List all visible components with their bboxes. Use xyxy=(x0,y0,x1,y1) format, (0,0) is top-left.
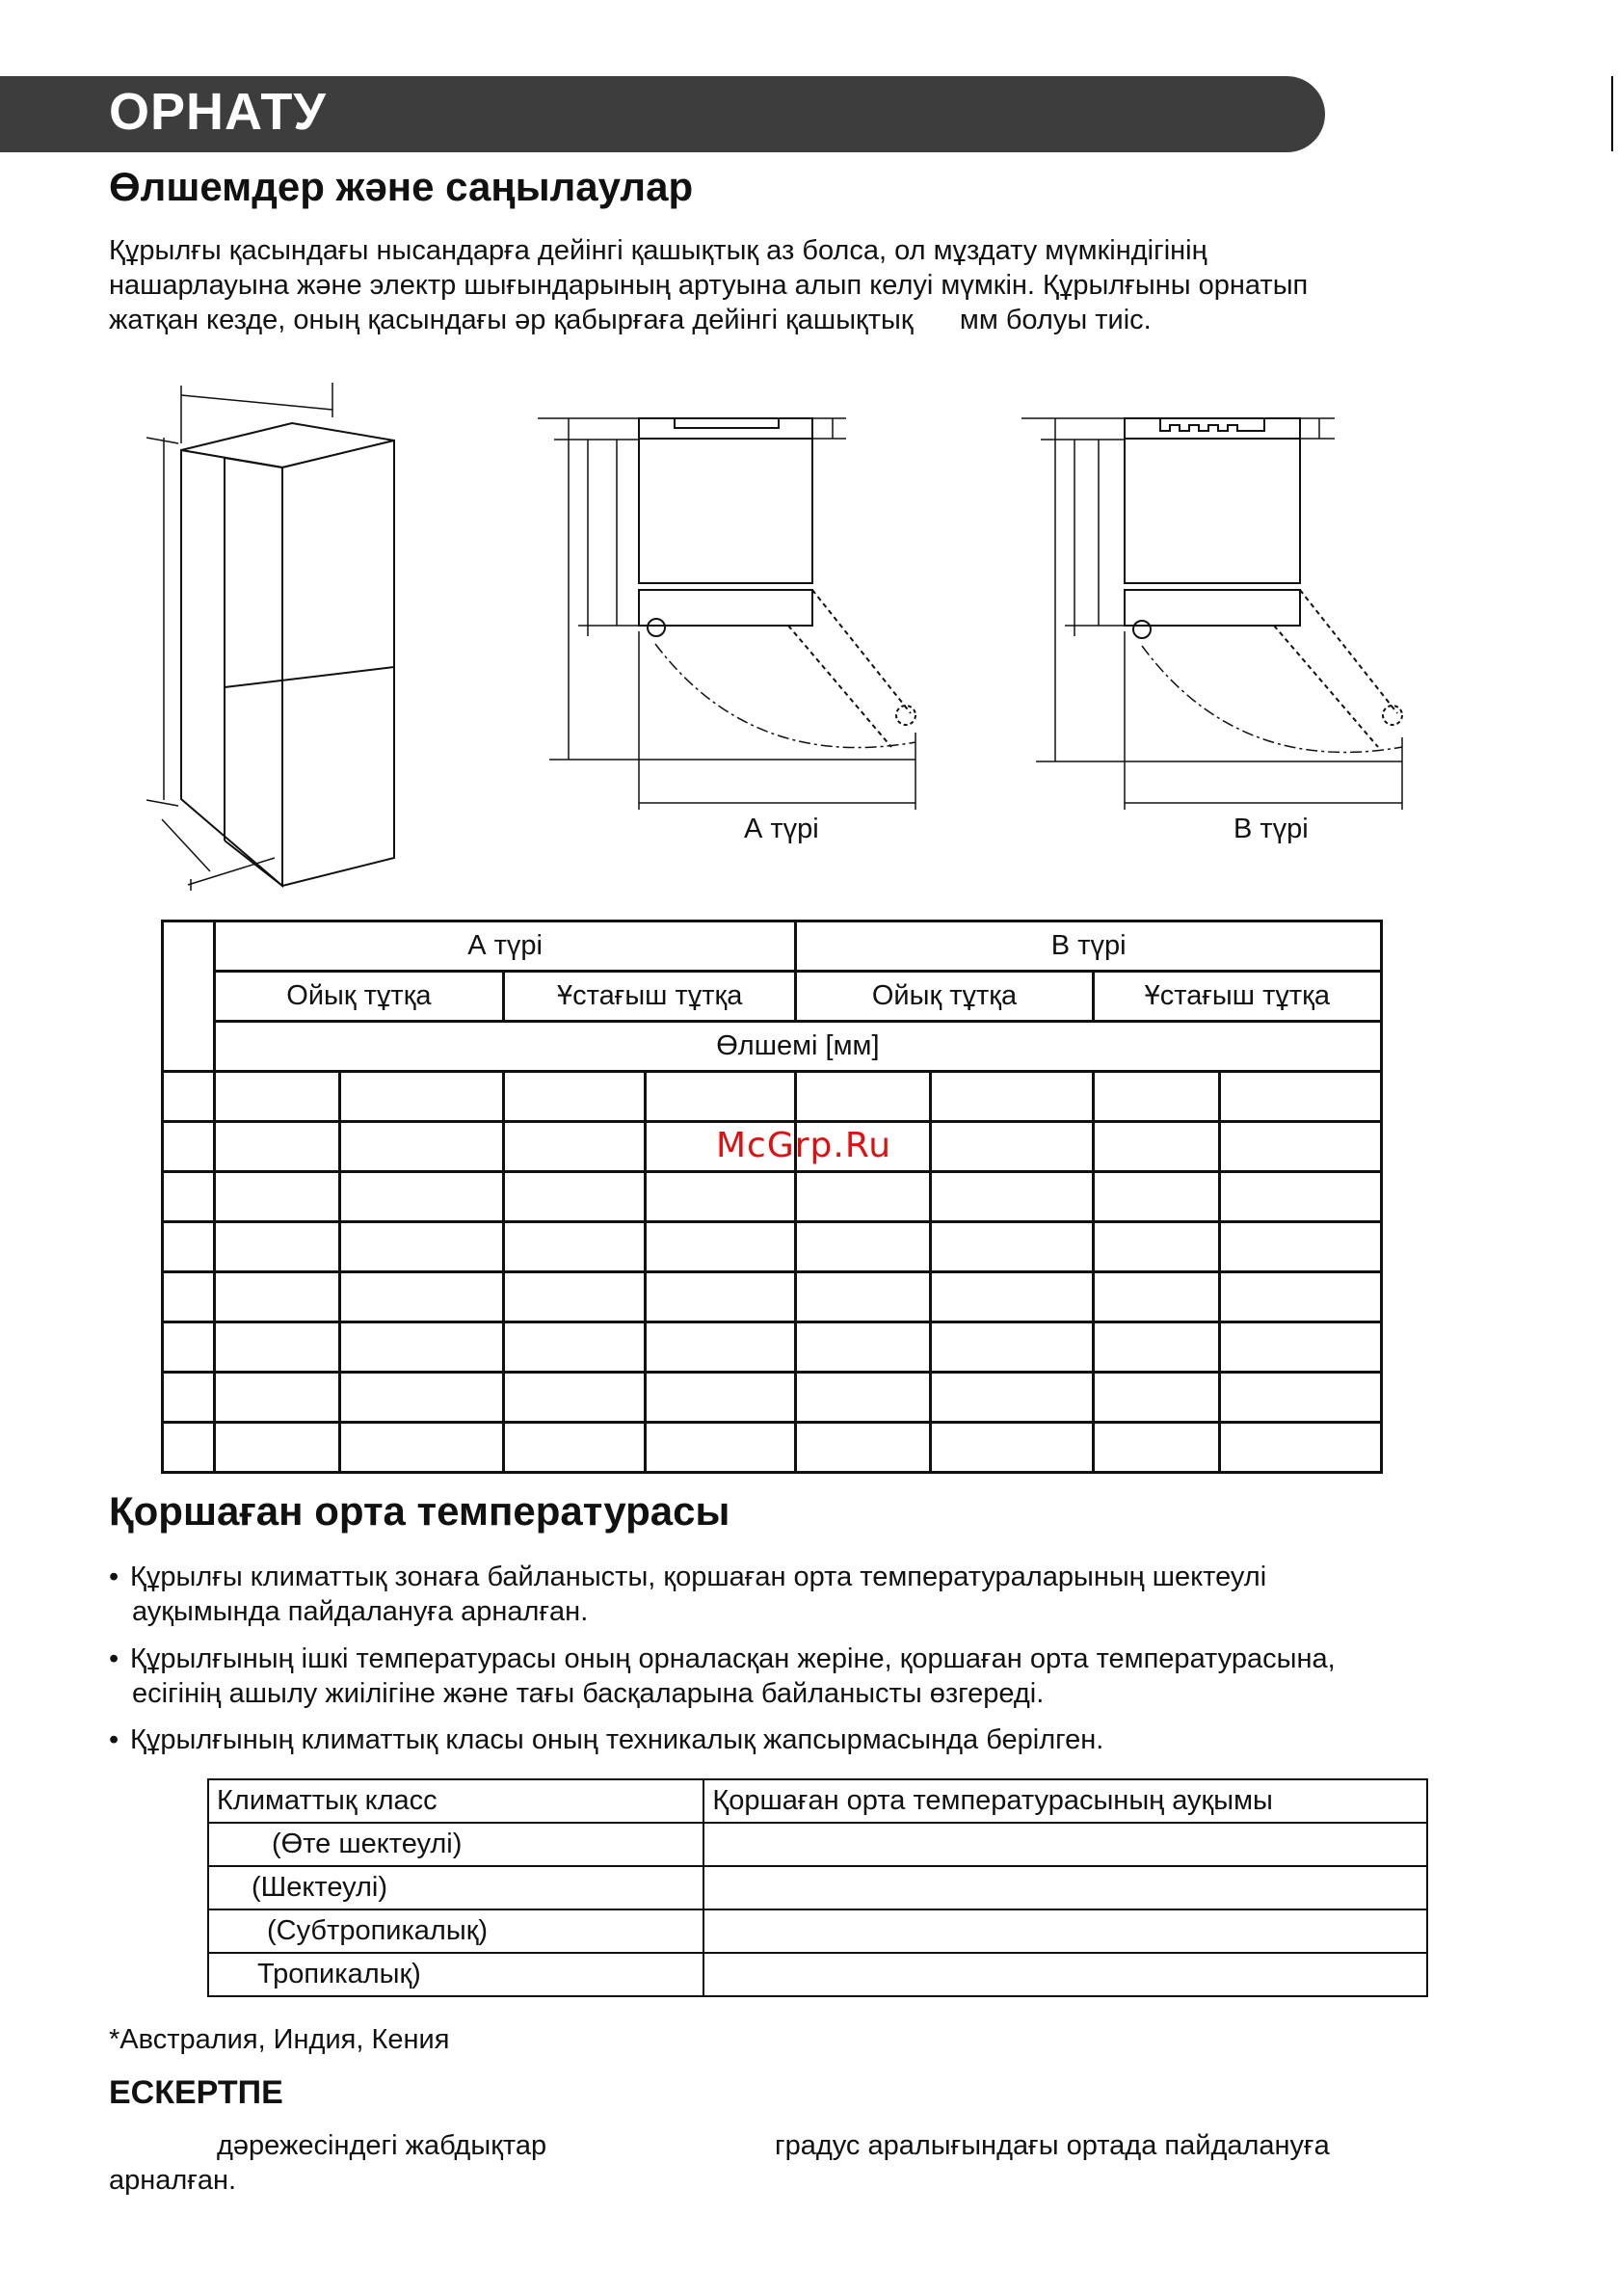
table-cell xyxy=(931,1172,1094,1222)
table-cell xyxy=(504,1272,646,1322)
table-row xyxy=(163,1373,1382,1423)
table-cell xyxy=(796,1373,931,1423)
table-cell xyxy=(340,1322,504,1373)
table-cell xyxy=(1220,1072,1382,1122)
note-heading: ЕСКЕРТПЕ xyxy=(109,2074,283,2111)
climate-range-cell xyxy=(703,1823,1427,1866)
blank-corner-cell xyxy=(163,921,215,1072)
table-cell xyxy=(1093,1373,1220,1423)
table-cell xyxy=(1093,1222,1220,1272)
table-cell xyxy=(1220,1322,1382,1373)
table-cell xyxy=(214,1272,340,1322)
table-cell xyxy=(163,1322,215,1373)
table-cell xyxy=(796,1322,931,1373)
table-cell xyxy=(340,1423,504,1473)
table-cell xyxy=(796,1423,931,1473)
table-cell xyxy=(1220,1222,1382,1272)
table-cell xyxy=(504,1172,646,1222)
table-row xyxy=(163,1072,1382,1122)
bullet-line: Құрылғының ішкі температурасы оның орналасқан жеріне, қоршаған орта температурасына, xyxy=(130,1643,1336,1674)
table-cell xyxy=(931,1222,1094,1272)
bullet-item: • Құрылғы климаттық зонаға байланысты, қоршаған орта температураларының шектеулі ауқымында пайдалануға арналған. xyxy=(109,1562,1267,1627)
table-cell xyxy=(214,1122,340,1172)
caption-type-b: В түрі xyxy=(1233,814,1309,844)
note-text-part1: дәрежесіндегі жабдықтар xyxy=(217,2130,547,2161)
table-cell xyxy=(931,1423,1094,1473)
table-cell xyxy=(340,1122,504,1172)
table-cell xyxy=(1220,1172,1382,1222)
table-cell xyxy=(645,1373,796,1423)
table-cell xyxy=(340,1172,504,1222)
table-cell xyxy=(796,1272,931,1322)
table-cell xyxy=(645,1222,796,1272)
climate-class-cell: (Субтропикалық) xyxy=(208,1909,703,1953)
paragraph-line: Құрылғы қасындағы нысандарға дейінгі қашықтық аз болса, ол мұздату мүмкіндігінің xyxy=(109,235,1207,266)
table-cell xyxy=(796,1172,931,1222)
header-type-b: В түрі xyxy=(796,921,1382,972)
table-cell xyxy=(796,1072,931,1122)
table-cell xyxy=(645,1322,796,1373)
table-cell xyxy=(1093,1072,1220,1122)
bullet-line: есігінің ашылу жиілігіне және тағы басқаларына байланысты өзгереді. xyxy=(132,1678,1045,1709)
header-grip-handle-a: Ұстағыш тұтқа xyxy=(504,972,796,1022)
climate-class-cell: (Шектеулі) xyxy=(208,1866,703,1909)
table-cell xyxy=(931,1373,1094,1423)
table-cell xyxy=(340,1222,504,1272)
header-unit: Өлшемі [мм] xyxy=(214,1022,1381,1072)
table-cell xyxy=(340,1373,504,1423)
table-cell xyxy=(645,1272,796,1322)
watermark: McGrp.Ru xyxy=(716,1126,892,1165)
table-cell xyxy=(214,1222,340,1272)
table-cell xyxy=(1220,1423,1382,1473)
table-cell xyxy=(163,1222,215,1272)
table-cell xyxy=(645,1423,796,1473)
table-cell xyxy=(1093,1423,1220,1473)
table-cell xyxy=(163,1373,215,1423)
table-cell xyxy=(931,1272,1094,1322)
bullet-line: Құрылғының климаттық класы оның техникалық жапсырмасында берілген. xyxy=(130,1724,1104,1755)
fridge-perspective-diagram xyxy=(146,383,394,891)
caption-type-a: А түрі xyxy=(744,814,819,844)
table-cell xyxy=(1220,1373,1382,1423)
table-row xyxy=(163,1423,1382,1473)
table-cell xyxy=(214,1322,340,1373)
table-cell xyxy=(163,1423,215,1473)
paragraph-line: нашарлауына және электр шығындарының артуына алып келуі мүмкін. Құрылғыны орнатып xyxy=(109,270,1309,301)
climate-range-cell xyxy=(703,1866,1427,1909)
table-cell xyxy=(163,1172,215,1222)
table-cell xyxy=(1220,1122,1382,1172)
dimension-table xyxy=(161,920,1383,1474)
note-text-line2: арналған. xyxy=(109,2165,237,2196)
table-row xyxy=(163,1322,1382,1373)
climate-range-cell xyxy=(703,1953,1427,1996)
table-cell xyxy=(931,1322,1094,1373)
table-cell xyxy=(504,1423,646,1473)
table-cell xyxy=(1093,1272,1220,1322)
table-cell xyxy=(163,1272,215,1322)
table-cell xyxy=(504,1322,646,1373)
table-cell xyxy=(340,1072,504,1122)
bullet-line: Құрылғы климаттық зонаға байланысты, қоршаған орта температураларының шектеулі xyxy=(130,1562,1267,1592)
table-cell xyxy=(931,1122,1094,1172)
table-cell xyxy=(931,1072,1094,1122)
climate-col1-header: Климаттық класс xyxy=(208,1779,703,1823)
table-cell xyxy=(645,1172,796,1222)
dimensions-heading: Өлшемдер және саңылаулар xyxy=(109,164,694,209)
table-row xyxy=(163,1222,1382,1272)
table-cell xyxy=(214,1172,340,1222)
bullet-line: ауқымында пайдалануға арналған. xyxy=(132,1596,589,1627)
table-cell xyxy=(1220,1272,1382,1322)
footnote: *Австралия, Индия, Кения xyxy=(109,2024,450,2055)
paragraph-line: жатқан кезде, оның қасындағы әр қабырғаға дейінгі қашықтық мм болуы тиіс. xyxy=(109,305,1152,335)
table-cell xyxy=(504,1373,646,1423)
table-cell xyxy=(504,1122,646,1172)
table-cell xyxy=(214,1373,340,1423)
installation-diagrams xyxy=(0,0,1618,925)
table-cell xyxy=(163,1122,215,1172)
temperature-heading: Қоршаған орта температурасы xyxy=(109,1488,730,1534)
note-text-part2: градус аралығындағы ортада пайдалануға xyxy=(775,2130,1330,2161)
table-cell xyxy=(214,1423,340,1473)
type-a-diagram xyxy=(538,418,915,810)
header-grip-handle-b: Ұстағыш тұтқа xyxy=(1093,972,1381,1022)
table-row xyxy=(163,1272,1382,1322)
bullet-item: • Құрылғының климаттық класы оның техникалық жапсырмасында берілген. xyxy=(109,1724,1104,1755)
climate-class-cell: (Өте шектеулі) xyxy=(208,1823,703,1866)
table-cell xyxy=(645,1072,796,1122)
table-cell xyxy=(1093,1322,1220,1373)
table-cell xyxy=(214,1072,340,1122)
bullet-item: • Құрылғының ішкі температурасы оның орналасқан жеріне, қоршаған орта температурасына, есігінің ашылу жиілігіне және тағы басқаларына байланысты өзгереді. xyxy=(109,1643,1336,1709)
climate-table xyxy=(207,1778,1428,1997)
climate-range-cell xyxy=(703,1909,1427,1953)
header-type-a: А түрі xyxy=(214,921,796,972)
table-cell xyxy=(796,1222,931,1272)
table-cell xyxy=(340,1272,504,1322)
header-recessed-handle-a: Ойық тұтқа xyxy=(214,972,503,1022)
climate-col2-header: Қоршаған орта температурасының ауқымы xyxy=(703,1779,1427,1823)
type-b-diagram xyxy=(1021,418,1402,810)
table-row xyxy=(163,1172,1382,1222)
table-cell xyxy=(504,1222,646,1272)
table-cell xyxy=(163,1072,215,1122)
page-title: ОРНАТУ xyxy=(109,83,327,141)
climate-class-cell: Тропикалық) xyxy=(208,1953,703,1996)
table-cell xyxy=(504,1072,646,1122)
header-recessed-handle-b: Ойық тұтқа xyxy=(796,972,1093,1022)
table-cell xyxy=(1093,1122,1220,1172)
table-cell xyxy=(1093,1172,1220,1222)
